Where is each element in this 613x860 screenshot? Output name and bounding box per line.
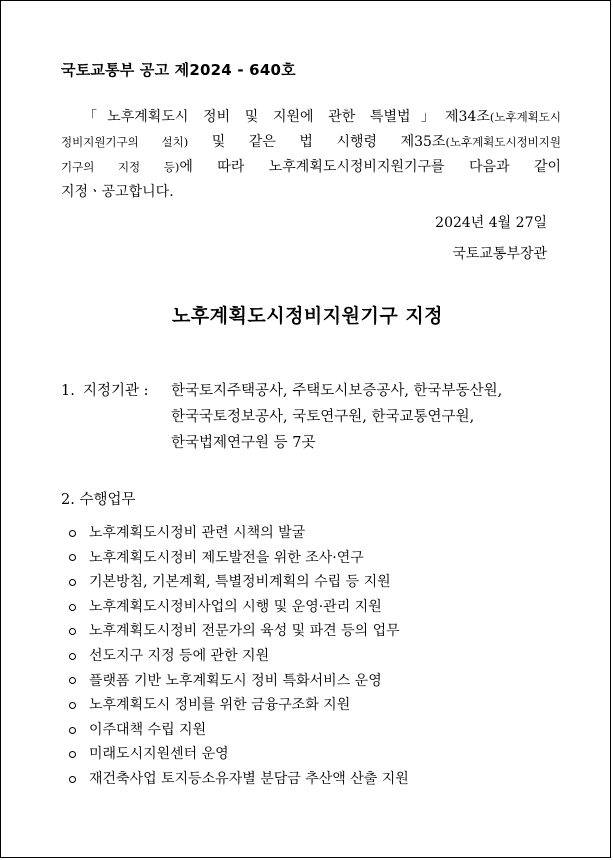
duties-list [69, 521, 409, 792]
duty-text: 선도지구 지정 등에 관한 지원 [89, 647, 270, 664]
circle-bullet-icon [69, 751, 76, 758]
intro-text: 「노후계획도시 정비 및 지원에 관한 특별법」제34조 [83, 109, 490, 125]
circle-bullet-icon [69, 727, 76, 734]
agency-list-line: 한국국토정보공사, 국토연구원, 한국교통연구원, [171, 409, 475, 425]
list-item [69, 693, 409, 718]
list-item [69, 619, 409, 644]
section1-first-row [61, 378, 502, 404]
circle-bullet-icon [69, 776, 76, 783]
duty-text: 노후계획도시정비 관련 시책의 발굴 [89, 525, 306, 541]
intro-small-text: 기구의 지정 등) [61, 160, 180, 174]
intro-line-1 [61, 105, 561, 130]
duty-text: 플랫폼 기반 노후계획도시 정비 특화서비스 운영 [89, 672, 382, 689]
intro-small-text: (노후계획도시 [489, 110, 561, 124]
list-item [69, 718, 409, 743]
list-item [69, 546, 409, 571]
intro-line-4: 지정ㆍ공고합니다. [61, 184, 174, 200]
list-item [69, 669, 409, 694]
duty-text: 노후계획도시정비사업의 시행 및 운영·관리 지원 [89, 598, 382, 615]
agency-list-line: 한국법제연구원 등 7곳 [171, 435, 316, 451]
duty-text: 노후계획도시정비 제도발전을 위한 조사·연구 [89, 549, 364, 566]
circle-bullet-icon [69, 628, 76, 635]
issuing-authority: 국토교통부장관 [452, 246, 547, 262]
circle-bullet-icon [69, 604, 76, 611]
duty-text: 기본방침, 기본계획, 특별정비계획의 수립 등 지원 [89, 574, 391, 591]
list-item [69, 595, 409, 620]
section2-heading: 2. 수행업무 [61, 492, 136, 508]
duty-text: 재건축사업 토지등소유자별 분담금 추산액 산출 지원 [89, 770, 409, 787]
duty-text: 노후계획도시정비 전문가의 육성 및 파견 등의 업무 [89, 623, 400, 640]
intro-paragraph [61, 105, 561, 205]
agency-list-line: 한국토지주택공사, 주택도시보증공사, 한국부동산원, [171, 383, 503, 399]
intro-text: 에 따라 노후계획도시정비지원기구를 다음과 같이 [179, 159, 562, 175]
circle-bullet-icon [69, 554, 76, 561]
duty-text: 이주대책 수립 지원 [89, 721, 207, 738]
intro-small-text: (노후계획도시정비지원 [445, 135, 562, 149]
circle-bullet-icon [69, 702, 76, 709]
document-title: 노후계획도시정비지원기구 지정 [171, 305, 444, 327]
list-item [69, 644, 409, 669]
intro-small-text: 정비지원기구의 설치) [61, 135, 189, 149]
section1-number: 1. [61, 383, 75, 399]
section-designated-agencies [61, 378, 502, 456]
duty-text: 미래도시지원센터 운영 [89, 746, 229, 763]
circle-bullet-icon [69, 530, 76, 537]
duty-text: 노후계획도시 정비를 위한 금융구조화 지원 [89, 697, 351, 714]
notice-number: 국토교통부 공고 제2024 - 640호 [61, 61, 296, 79]
list-item [69, 521, 409, 546]
section1-label: 지정기관 : [83, 383, 149, 399]
intro-text: 및 같은 법 시행령 제35조 [188, 134, 446, 150]
list-item [69, 767, 409, 792]
notice-date: 2024년 4월 27일 [435, 215, 547, 231]
list-item [69, 570, 409, 595]
list-item [69, 742, 409, 767]
circle-bullet-icon [69, 653, 76, 660]
intro-line-3 [61, 155, 561, 180]
intro-line-2 [61, 130, 561, 155]
circle-bullet-icon [69, 677, 76, 684]
circle-bullet-icon [69, 579, 76, 586]
